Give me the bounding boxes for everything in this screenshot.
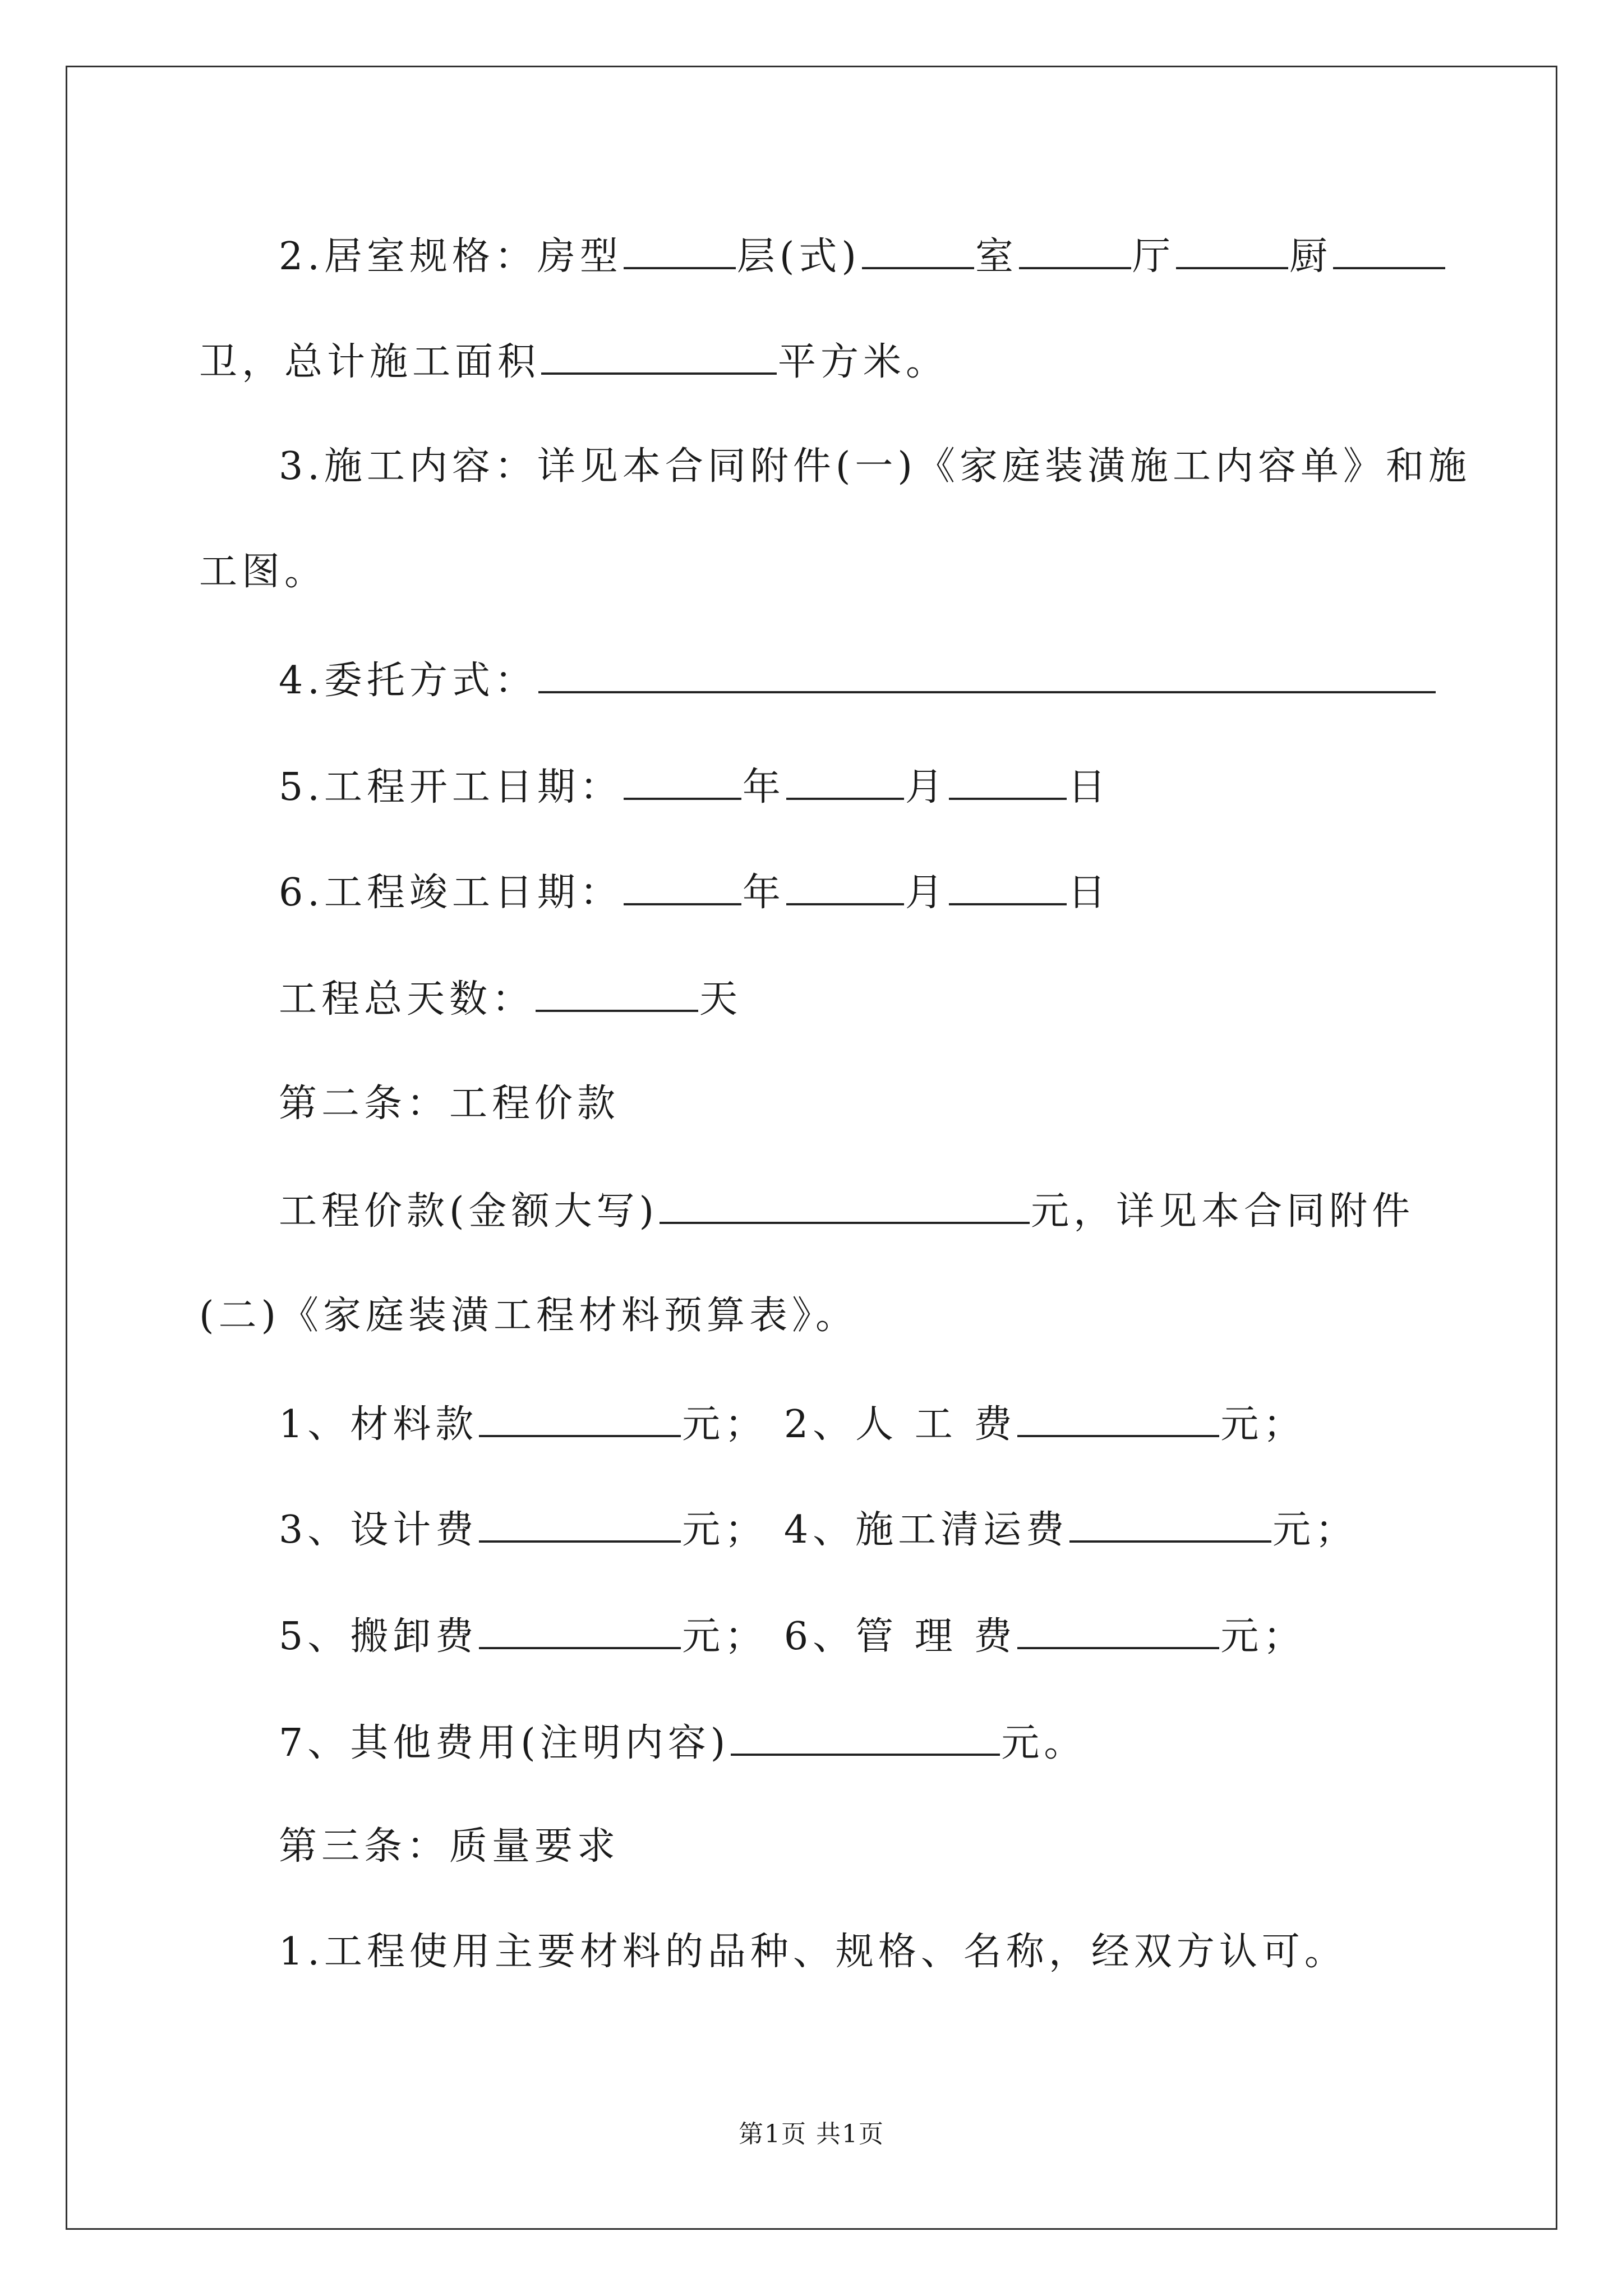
blank-field[interactable] (660, 1190, 1030, 1224)
section-heading-price: 第二条：工程价款 (279, 1082, 620, 1126)
blank-field[interactable] (479, 1509, 681, 1543)
blank-field[interactable] (731, 1722, 1000, 1756)
text-line-content-cont: 工图。 (199, 550, 328, 594)
blank-field[interactable] (479, 1404, 681, 1437)
section-heading-quality: 第三条：质量要求 (279, 1824, 620, 1869)
text-line-area: 卫，总计施工面积 平方米。 (199, 340, 949, 384)
blank-field[interactable] (862, 236, 974, 269)
text-line-fees-2: 3、设计费 元； 4、施工清运费 元； (279, 1508, 1358, 1552)
blank-field[interactable] (949, 872, 1067, 905)
blank-field[interactable] (786, 872, 904, 905)
text-line-end-date: 6.工程竣工日期： 年 月 日 (279, 871, 1110, 915)
blank-field[interactable] (624, 236, 736, 269)
text-line-room-spec: 2.居室规格：房型 层(式) 室 厅 厨 (279, 236, 1446, 276)
blank-field[interactable] (1017, 1404, 1219, 1437)
blank-field[interactable] (624, 766, 741, 800)
blank-field[interactable] (949, 766, 1067, 800)
blank-field[interactable] (538, 660, 1436, 693)
blank-field[interactable] (541, 341, 777, 375)
text-line-commission: 4.委托方式： (279, 660, 1437, 700)
text-line-materials: 1.工程使用主要材料的品种、规格、名称，经双方认可。 (279, 1930, 1347, 1974)
page-border (66, 66, 1557, 2230)
text-line-other-fees: 7、其他费用(注明内容) 元。 (279, 1721, 1087, 1765)
blank-field[interactable] (786, 766, 904, 800)
text-line-content: 3.施工内容：详见本合同附件(一)《家庭装潢施工内容单》和施 (279, 444, 1471, 489)
text-line-fees-1: 1、材料款 元； 2、人 工 费 元； (279, 1402, 1306, 1447)
blank-field[interactable] (479, 1616, 681, 1649)
text-line-price: 工程价款(金额大写) 元，详见本合同附件 (279, 1189, 1415, 1234)
blank-field[interactable] (536, 978, 698, 1012)
text-line-start-date: 5.工程开工日期： 年 月 日 (279, 765, 1110, 809)
page-footer: 第1页 共1页 (739, 2120, 884, 2148)
blank-field[interactable] (1069, 1509, 1271, 1543)
text-line-price-cont: (二)《家庭装潢工程材料预算表》。 (199, 1294, 859, 1338)
blank-field[interactable] (1017, 1616, 1219, 1649)
blank-field[interactable] (1019, 236, 1131, 269)
blank-field[interactable] (624, 872, 741, 905)
blank-field[interactable] (1176, 236, 1288, 269)
blank-field[interactable] (1333, 236, 1445, 269)
text-line-total-days: 工程总天数： 天 (279, 977, 743, 1022)
text-line-fees-3: 5、搬卸费 元； 6、管 理 费 元； (279, 1614, 1306, 1659)
